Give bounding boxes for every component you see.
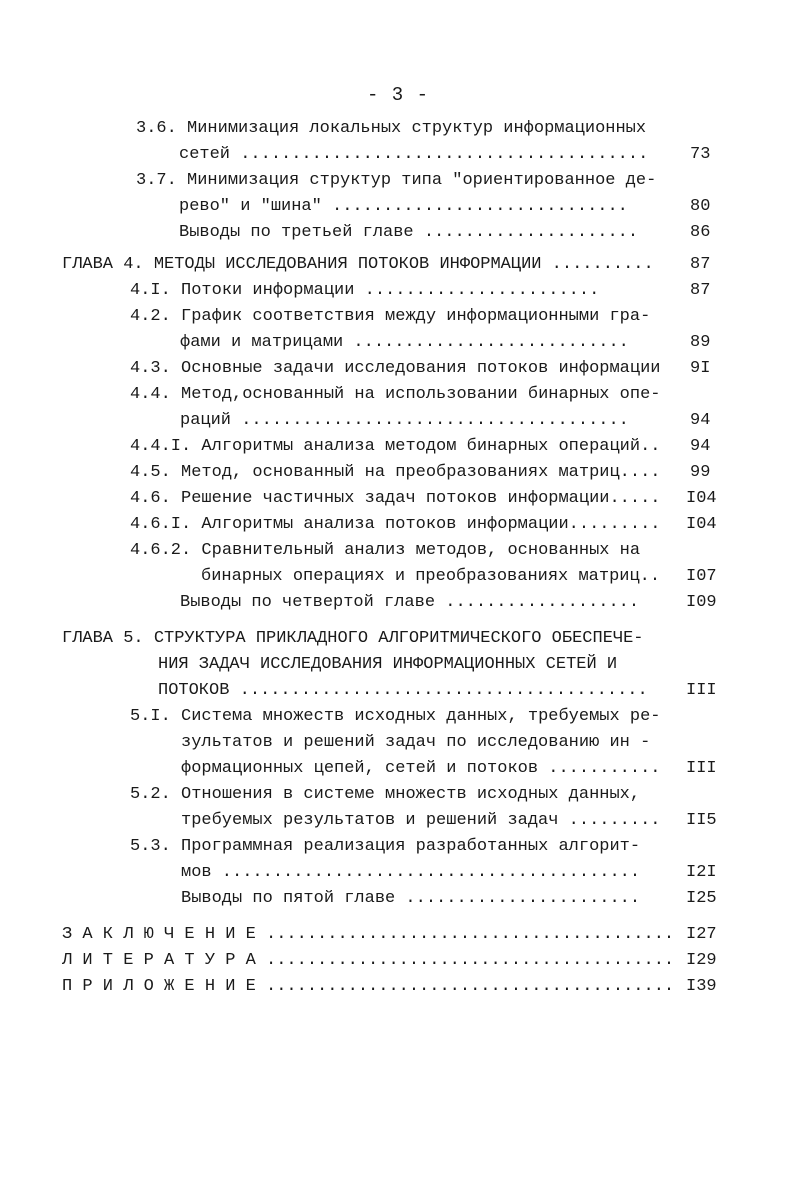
toc-page-number: I25 xyxy=(686,889,717,908)
toc-page-number: 9I xyxy=(690,359,711,378)
toc-entry-text: Выводы по третьей главе ..................... xyxy=(179,223,639,242)
toc-page-number: 87 xyxy=(690,281,711,300)
toc-entry-text: НИЯ ЗАДАЧ ИССЛЕДОВАНИЯ ИНФОРМАЦИОННЫХ СЕТЕЙ И xyxy=(158,655,618,674)
toc-page-number: 94 xyxy=(690,437,711,456)
toc-entry-text: 4.3. Основные задачи исследования потоков информации xyxy=(130,359,661,378)
toc-entry-3-6-line-1 xyxy=(0,116,796,142)
toc-entry-4-6-2-line-2 xyxy=(0,564,796,590)
toc-page-number: III xyxy=(686,759,717,778)
toc-page-number: 99 xyxy=(690,463,711,482)
toc-entry-conclusions-5 xyxy=(0,886,796,912)
toc-entry-conclusion xyxy=(0,922,796,948)
toc-entry-literature xyxy=(0,948,796,974)
toc-entry-3-7-line-2 xyxy=(0,194,796,220)
toc-entry-text: 4.I. Потоки информации ....................... xyxy=(130,281,600,300)
toc-entry-text: 3.7. Минимизация структур типа "ориентированное де- xyxy=(136,171,657,190)
toc-entry-text: 4.4. Метод,основанный на использовании бинарных опе- xyxy=(130,385,661,404)
toc-entry-4-5 xyxy=(0,460,796,486)
toc-page-number: 87 xyxy=(690,255,711,274)
toc-entry-conclusions-3 xyxy=(0,220,796,246)
toc-entry-text: ГЛАВА 5. СТРУКТУРА ПРИКЛАДНОГО АЛГОРИТМИЧЕСКОГО ОБЕСПЕЧЕ- xyxy=(62,629,644,648)
toc-page-number: 89 xyxy=(690,333,711,352)
toc-entry-text: 4.2. График соответствия между информационными гра- xyxy=(130,307,651,326)
toc-entry-chapter-5-line-3 xyxy=(0,678,796,704)
toc-page-number: 80 xyxy=(690,197,711,216)
toc-entry-4-4-line-2 xyxy=(0,408,796,434)
toc-entry-text: 5.3. Программная реализация разработанных алгорит- xyxy=(130,837,641,856)
page-number: - 3 - xyxy=(366,84,429,106)
toc-entry-3-6-line-2 xyxy=(0,142,796,168)
toc-page-number: I09 xyxy=(686,593,717,612)
table-of-contents xyxy=(0,116,796,1000)
toc-entry-text: 3.6. Минимизация локальных структур информационных xyxy=(136,119,647,138)
toc-entry-text: 4.6.2. Сравнительный анализ методов, основанных на xyxy=(130,541,641,560)
toc-entry-text: ГЛАВА 4. МЕТОДЫ ИССЛЕДОВАНИЯ ПОТОКОВ ИНФОРМАЦИИ .......... xyxy=(62,255,654,274)
toc-entry-text: Л И Т Е Р А Т У Р А ........................................ xyxy=(62,951,675,970)
toc-page-number: I2I xyxy=(686,863,717,882)
toc-entry-4-6 xyxy=(0,486,796,512)
toc-entry-4-4-line-1 xyxy=(0,382,796,408)
toc-entry-text: формационных цепей, сетей и потоков ........... xyxy=(181,759,661,778)
toc-entry-text: 5.2. Отношения в системе множеств исходных данных, xyxy=(130,785,641,804)
toc-entry-conclusions-4 xyxy=(0,590,796,616)
toc-entry-text: ПОТОКОВ ........................................ xyxy=(158,681,648,700)
toc-entry-chapter-5-line-1 xyxy=(0,626,796,652)
toc-page-number: II5 xyxy=(686,811,717,830)
toc-entry-3-7-line-1 xyxy=(0,168,796,194)
toc-entry-4-6-1 xyxy=(0,512,796,538)
toc-entry-5-3-line-1 xyxy=(0,834,796,860)
toc-page-number: I39 xyxy=(686,977,717,996)
toc-page-number: 86 xyxy=(690,223,711,242)
toc-entry-4-2-line-1 xyxy=(0,304,796,330)
toc-page-number: I27 xyxy=(686,925,717,944)
toc-entry-4-4-1 xyxy=(0,434,796,460)
toc-entry-text: Выводы по четвертой главе ................... xyxy=(180,593,640,612)
toc-page-number: III xyxy=(686,681,717,700)
toc-page-number: I04 xyxy=(686,515,717,534)
toc-entry-chapter-5-line-2 xyxy=(0,652,796,678)
toc-entry-text: З А К Л Ю Ч Е Н И Е ........................................ xyxy=(62,925,675,944)
toc-entry-text: 4.6. Решение частичных задач потоков информации..... xyxy=(130,489,661,508)
toc-entry-5-2-line-2 xyxy=(0,808,796,834)
toc-entry-text: 4.5. Метод, основанный на преобразованиях матриц.... xyxy=(130,463,661,482)
toc-page-number: I07 xyxy=(686,567,717,586)
toc-entry-4-3 xyxy=(0,356,796,382)
toc-entry-5-3-line-2 xyxy=(0,860,796,886)
toc-entry-text: 4.4.I. Алгоритмы анализа методом бинарных операций.. xyxy=(130,437,661,456)
toc-page-number: 94 xyxy=(690,411,711,430)
toc-entry-5-1-line-2 xyxy=(0,730,796,756)
toc-entry-text: рево" и "шина" ............................. xyxy=(179,197,628,216)
toc-entry-4-6-2-line-1 xyxy=(0,538,796,564)
toc-entry-text: требуемых результатов и решений задач ......... xyxy=(181,811,661,830)
toc-entry-text: Выводы по пятой главе ....................... xyxy=(181,889,641,908)
toc-entry-appendix xyxy=(0,974,796,1000)
toc-entry-chapter-4 xyxy=(0,252,796,278)
toc-entry-text: 5.I. Система множеств исходных данных, требуемых ре- xyxy=(130,707,661,726)
toc-page-number: I04 xyxy=(686,489,717,508)
toc-entry-4-2-line-2 xyxy=(0,330,796,356)
toc-entry-text: П Р И Л О Ж Е Н И Е ........................................ xyxy=(62,977,675,996)
toc-entry-text: фами и матрицами ........................... xyxy=(180,333,629,352)
toc-entry-text: мов ......................................... xyxy=(181,863,641,882)
toc-entry-4-1 xyxy=(0,278,796,304)
toc-entry-text: 4.6.I. Алгоритмы анализа потоков информации......... xyxy=(130,515,661,534)
toc-entry-text: раций ...................................... xyxy=(180,411,629,430)
toc-entry-text: сетей ........................................ xyxy=(179,145,649,164)
toc-entry-text: зультатов и решений задач по исследованию ин - xyxy=(181,733,651,752)
toc-entry-5-2-line-1 xyxy=(0,782,796,808)
toc-entry-5-1-line-3 xyxy=(0,756,796,782)
toc-page-number: I29 xyxy=(686,951,717,970)
toc-entry-5-1-line-1 xyxy=(0,704,796,730)
toc-entry-text: бинарных операциях и преобразованиях матриц.. xyxy=(201,567,661,586)
toc-page-number: 73 xyxy=(690,145,711,164)
